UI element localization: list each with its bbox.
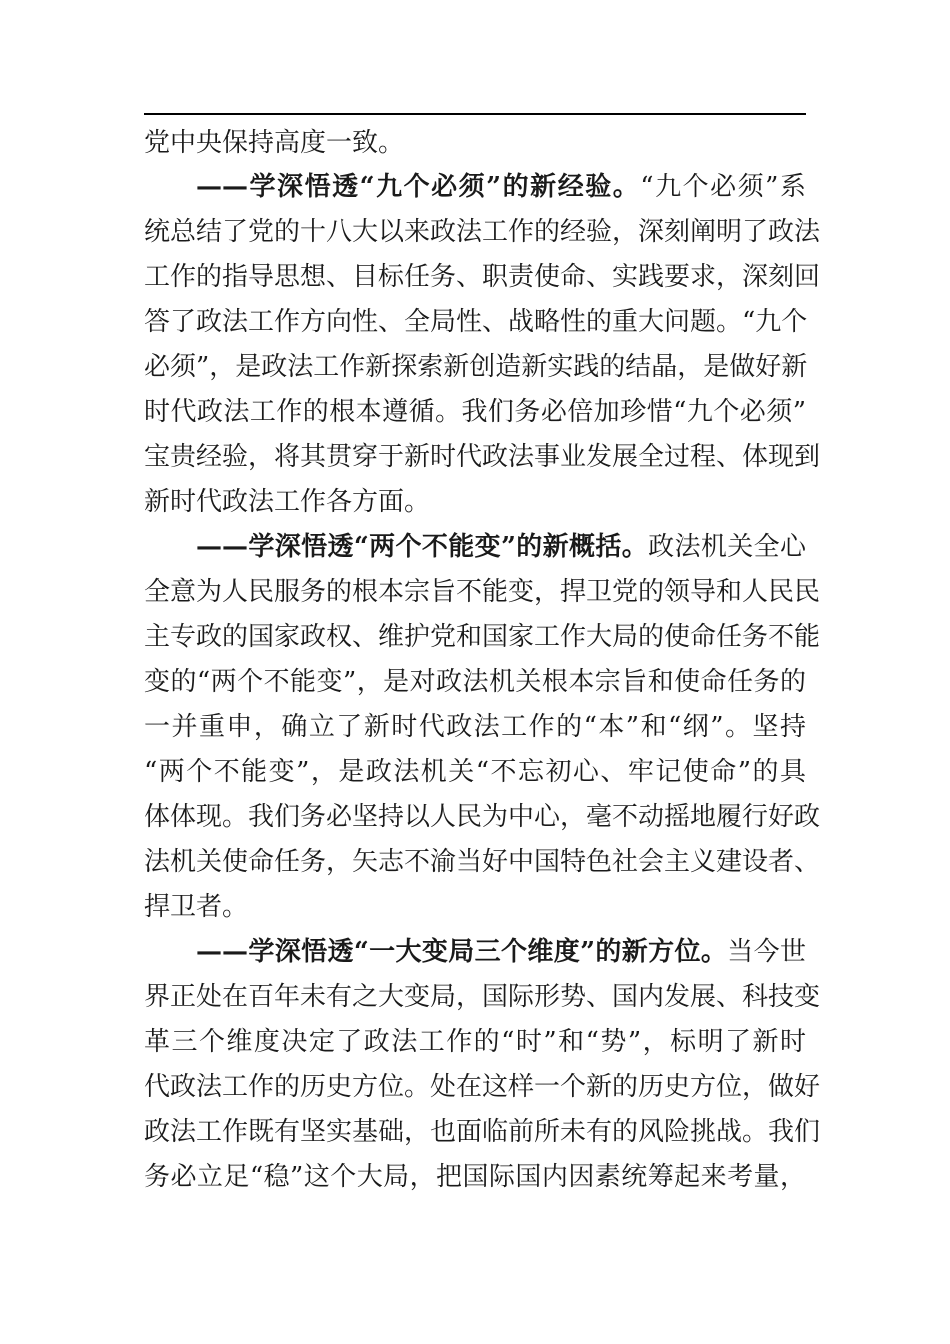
- paragraph-2-first-line: [196, 527, 806, 567]
- paragraph-1-line-0: “九个必须”系: [640, 172, 806, 202]
- paragraph-2-line: 一并重申，确立了新时代政法工作的“本”和“纲”。坚持: [144, 712, 806, 742]
- paragraph-2-line-0: 政法机关全心: [648, 532, 806, 562]
- paragraph-1-line: 必须”，是政法工作新探索新创造新实践的结晶，是做好新: [144, 352, 808, 382]
- paragraph-1-line: 统总结了党的十八大以来政法工作的经验，深刻阐明了政法: [144, 217, 821, 247]
- paragraph-2-last-line: 捍卫者。: [144, 892, 249, 922]
- paragraph-2-line: 全意为人民服务的根本宗旨不能变，捍卫党的领导和人民民: [144, 577, 821, 607]
- paragraph-1-first-line: [196, 167, 806, 207]
- paragraph-1-line: 答了政法工作方向性、全局性、战略性的重大问题。“九个: [144, 307, 808, 337]
- header-rule: [144, 113, 806, 115]
- paragraph-1-lead: ——学深悟透“九个必须”的新经验。: [196, 172, 641, 202]
- paragraph-2-line: 体体现。我们务必坚持以人民为中心，毫不动摇地履行好政: [144, 802, 821, 832]
- paragraph-3-line: 界正处在百年未有之大变局，国际形势、国内发展、科技变: [144, 982, 821, 1012]
- paragraph-3-first-line: [196, 932, 806, 972]
- paragraph-3-line: 革三个维度决定了政法工作的“时”和“势”，标明了新时: [144, 1027, 806, 1057]
- paragraph-1-line: 时代政法工作的根本遵循。我们务必倍加珍惜“九个必须”: [144, 397, 806, 427]
- paragraph-2-line: 法机关使命任务，矢志不渝当好中国特色社会主义建设者、: [144, 847, 821, 877]
- paragraph-3-line: 政法工作既有坚实基础，也面临前所未有的风险挑战。我们: [144, 1117, 821, 1147]
- paragraph-2-line: 主专政的国家政权、维护党和国家工作大局的使命任务不能: [144, 622, 821, 652]
- paragraph-1-line: 工作的指导思想、目标任务、职责使命、实践要求，深刻回: [144, 262, 821, 292]
- paragraph-3-line: 务必立足“稳”这个大局，把国际国内因素统筹起来考量，: [144, 1162, 806, 1192]
- paragraph-1-last-line: 新时代政法工作各方面。: [144, 487, 431, 517]
- continuation-line: 党中央保持高度一致。: [144, 128, 405, 158]
- paragraph-2-line: 变的“两个不能变”，是对政法机关根本宗旨和使命任务的: [144, 667, 806, 697]
- paragraph-3-line: 代政法工作的历史方位。处在这样一个新的历史方位，做好: [144, 1072, 821, 1102]
- paragraph-3-lead: ——学深悟透“一大变局三个维度”的新方位。: [196, 937, 728, 967]
- paragraph-2-line: “两个不能变”，是政法机关“不忘初心、牢记使命”的具: [144, 757, 806, 787]
- paragraph-2-lead: ——学深悟透“两个不能变”的新概括。: [196, 532, 649, 562]
- paragraph-1-line: 宝贵经验，将其贯穿于新时代政法事业发展全过程、体现到: [144, 442, 821, 472]
- paragraph-3-line-0: 当今世: [727, 937, 806, 967]
